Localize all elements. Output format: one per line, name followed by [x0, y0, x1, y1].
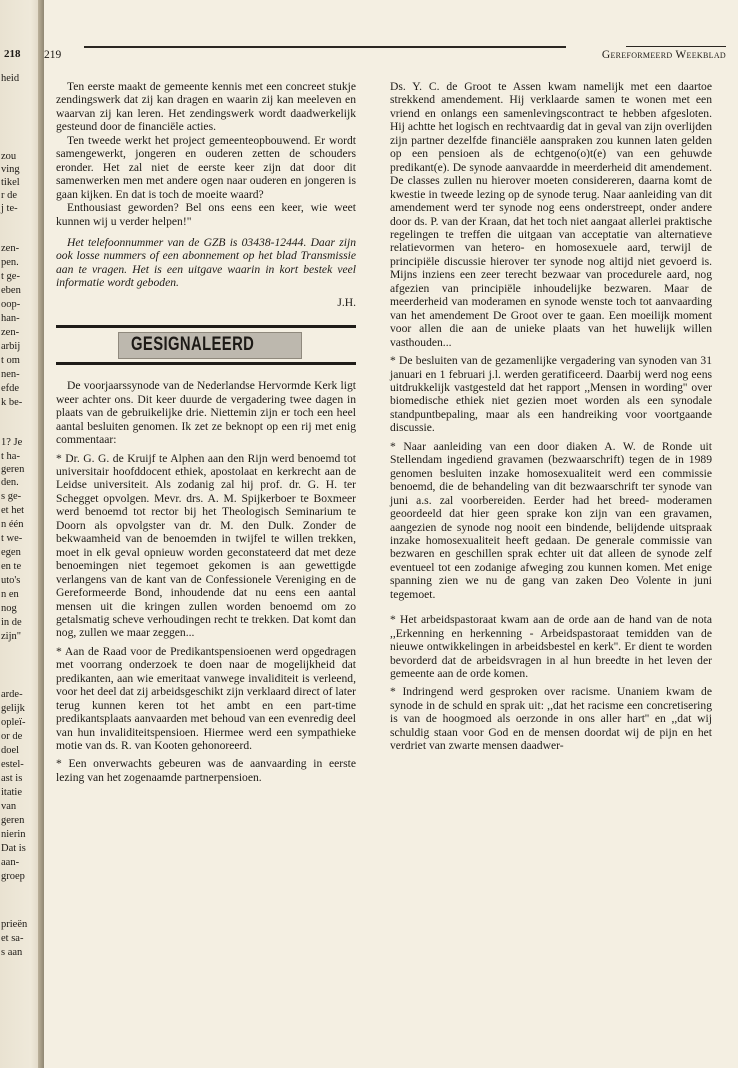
- previous-page-fragment: t om: [1, 355, 20, 366]
- previous-page-fragment: van: [1, 801, 17, 812]
- previous-page-fragment: den.: [1, 477, 19, 488]
- previous-page-fragment: Dat is: [1, 843, 26, 854]
- previous-page-fragment: arde-: [1, 689, 23, 700]
- previous-page-fragment: in de: [1, 617, 22, 628]
- previous-page-fragment: nen-: [1, 369, 20, 380]
- section-heading-box: [118, 332, 302, 359]
- previous-page-fragment: zou: [1, 151, 17, 162]
- previous-page-fragment: j te-: [1, 203, 18, 214]
- previous-page-fragment: zijn": [1, 631, 22, 642]
- list-item: * Een onverwachts gebeuren was de aanvaarding in eerste lezing van het zogenaamde partnerpensioen.: [56, 757, 356, 784]
- previous-page-fragment: n één: [1, 519, 24, 530]
- list-item: * Het arbeidspastoraat kwam aan de orde aan de hand van de nota ,,Erkenning en herkenning - Arbeidspastoraat temidden van de nieuwe ontwikkelingen in arbeidsbestel en kerk''. Er dient te worden bevorderd dat de arbeidsvragen in al hun breedte in het leven der gemeente aan de orde komen.: [390, 613, 712, 681]
- previous-page-fragment: t ha-: [1, 451, 20, 462]
- previous-page-fragment: uto's: [1, 575, 21, 586]
- previous-page-fragment: r de: [1, 190, 18, 201]
- list-item: * Aan de Raad voor de Predikantspensioenen werd opgedragen met voorrang onderzoek te doen naar de mogelijkheid dat predikanten, aan wie emeritaat vanwege invaliditeit is verleend, voor het deel dat zij arbeidsgeschikt zijn verklaard direct of later terug kunnen keren tot het ambt en een part-time predikantsplaats aanvaarden met behoud van een evenredig deel van hun invaliditeitspensioen. Hiermee werd een sympathieke motie van ds. R. van Kooten gehonoreerd.: [56, 644, 356, 753]
- previous-page-fragment: t ge-: [1, 271, 20, 282]
- previous-page-fragment: arbij: [1, 341, 21, 352]
- previous-page-fragment: t we-: [1, 533, 23, 544]
- section-heading: GESIGNALEERD: [131, 333, 255, 355]
- signature: J.H.: [337, 295, 356, 309]
- previous-page-fragment: nog: [1, 603, 17, 614]
- list-item: * Dr. G. G. de Kruijf te Alphen aan den Rijn werd benoemd tot universitair hoofddocent ethiek, apostolaat en kerkrecht aan de Leidse universiteit. Als zodanig zal hij prof. dr. G. H. ter Schegget opvolgen. Mevr. drs. A. M. Spijkerboer te Boxmeer werd benoemd tot rector bij het Theologisch Seminarium te Doorn als opvolgster van dr. M. den Dulk. Zonder de bekwaamheid van de benoemden in twijfel te willen trekken, moet in elk geval opnieuw worden geconstateerd dat met deze benoemingen niet tegemoet gekomen is aan gewettigde verlangens van de kant van de Confessionele Vereniging en de Gereformeerde Bond, inhoudende dat nu eens een aantal mensen uit die kringen zullen worden benoemd om zo getalsmatig scheve verhoudingen recht te trekken. Dat komt dan nog, zullen we maar zeggen...: [56, 451, 356, 640]
- previous-page-fragment: ast is: [1, 773, 23, 784]
- previous-page-fragment: n en: [1, 589, 19, 600]
- previous-page-fragment: et sa-: [1, 933, 24, 944]
- previous-page-fragment: k be-: [1, 397, 23, 408]
- page-header: [44, 46, 726, 64]
- previous-page-fragment: geren: [1, 464, 25, 475]
- previous-page-fragment: 1? Je: [1, 437, 23, 448]
- publication-title: Gereformeerd Weekblad: [601, 49, 726, 61]
- list-item: Ds. Y. C. de Groot te Assen kwam namelijk met een daartoe strekkend amendement. Hij verklaarde samen te wonen met een vriend en onlangs een samenlevingscontract te hebben afgesloten. Hij achtte het logisch en rechtvaardig dat in geval van zijn overlijden zijn partner dezelfde financiële aanspraken zou kunnen laten gelden op een pensioen als de echtgeno(o)t(e) van een gehuwde predikant(e). De synode aanvaardde in meerderheid dit amendement. De classes zullen nu hierover moeten considereren, daarna komt de kwestie in tweede lezing op de synode terug. Naar aanleiding van dit amendement werd ter synode nog eens onderstreept, onder andere door ds. P. van der Kraan, dat het toch niet aangaat allerlei praktische regelingen te treffen die uitgaan van acceptatie van alternatieve relatievormen van hetero- en homosexuele aard, terwijl de principiële discussie hierover ter synode nog altijd niet gevoerd is. Mijns inziens een zeer terecht bezwaar van procedurele aard, nog afgezien van principiële inhoudelijke bezwaren. Maar de meerderheid van moderamen en synode wenste toch tot aanvaarding van het amendement De Groot over te gaan. Een moeilijk moment voor allen die aan de unieke plaats van het huwelijk willen vasthouden...: [390, 80, 712, 349]
- italic-note: Het telefoonnummer van de GZB is 03438-12444. Daar zijn ook losse nummers of een abonnement op het blad Transmissie aan te vragen. Het is een uitgave waarin in kort bestek veel informatie wordt geboden.: [56, 235, 356, 290]
- previous-page-fragment: han-: [1, 313, 20, 324]
- previous-page-fragment: prieën: [1, 919, 28, 930]
- header-rule-right: [626, 46, 726, 47]
- intro-paragraph: Enthousiast geworden? Bel ons eens een keer, wie weet kunnen wij u verder helpen!": [56, 201, 356, 228]
- previous-page-fragment: s ge-: [1, 491, 22, 502]
- previous-page-fragment: aan-: [1, 857, 20, 868]
- previous-page-fragment: en te: [1, 561, 22, 572]
- previous-page-fragment: groep: [1, 871, 25, 882]
- previous-page-fragment: eben: [1, 285, 21, 296]
- left-column: [56, 80, 356, 784]
- page: [44, 0, 738, 1068]
- previous-page-fragment: gelijk: [1, 703, 25, 714]
- section-banner: [56, 325, 356, 365]
- previous-page-fragment: doel: [1, 745, 20, 756]
- header-rule: [84, 46, 566, 48]
- previous-page-number: 218: [4, 48, 21, 60]
- previous-page-fragment: s aan: [1, 947, 23, 958]
- intro-paragraph: Ten tweede werkt het project gemeenteopbouwend. Er wordt samengewerkt, jongeren en ouderen zetten de schouders eronder. Het zal niet de eerste keer zijn dat door dit samenwerken men met andere ogen naar ouderen en jongeren is gaan kijken. En dat is toch de moeite waard?: [56, 133, 356, 201]
- previous-page-fragment: egen: [1, 547, 21, 558]
- previous-page-fragment: estel-: [1, 759, 24, 770]
- list-item: * Naar aanleiding van een door diaken A. W. de Ronde uit Stellendam ingediend gravamen (bezwaarschrift) tegen de in 1989 genomen besluiten inzake homosexualiteit werd een commissie benoemd, die de behandeling van dit bezwaarschrift ter synode van juni a.s. zal voorbereiden. Eerder had het breed- moderamen geoordeeld dat hier geen sprake kon zijn van een gravamen, aangezien de synode nog nooit een bindende, belijdende uitspraak inzake homosexualiteit heeft gedaan. De generale commissie van bezwaren en geschillen sprak echter uit dat alleen de synode zelf eventueel tot een zodanige afweging zou kunnen komen. Met enige spanning zien we nu de gang van zaken Deo Volente in juni tegemoet.: [390, 439, 712, 601]
- list-item: * De besluiten van de gezamenlijke vergadering van synoden van 31 januari en 1 februari j.l. werden geratificeerd. Daarbij werd nog eens uitdrukkelijk vastgesteld dat het rapport ,,Mensen in wording'' over biomedische ethiek niet gezien moet worden als een synodale standpuntbepaling, maar als een handreiking voor voortgaande discussie.: [390, 354, 712, 435]
- list-item: * Indringend werd gesproken over racisme. Unaniem kwam de synode in de schuld en sprak uit: ,,dat het racisme een concretisering is van de hoogmoed als oerzonde in ons aller hart'' en ,,dat wij schuldig staan voor God en de mensen doordat wij de pijn en het verdriet van zwarte mensen daadwer-: [390, 685, 712, 753]
- previous-page-fragment: or de: [1, 731, 23, 742]
- section-intro: De voorjaarssynode van de Nederlandse Hervormde Kerk ligt weer achter ons. Dit keer duurde de vergadering twee dagen in plaats van de gebruikelijke drie. Niettemin zijn er toch een heel aantal besluiten genomen. Ik zet ze beknopt op een rij met enig commentaar:: [56, 379, 356, 447]
- previous-page-fragment: et het: [1, 505, 25, 516]
- previous-page-fragment: geren: [1, 815, 25, 826]
- previous-page-fragment: zen-: [1, 243, 20, 254]
- previous-page-fragment: ving: [1, 164, 20, 175]
- previous-page-fragment: itatie: [1, 787, 22, 798]
- previous-page-fragment: tikel: [1, 177, 20, 188]
- previous-page-fragment: opleï-: [1, 717, 26, 728]
- previous-page-fragment: pen.: [1, 257, 19, 268]
- right-column: [390, 80, 712, 753]
- previous-page-fragment: oop-: [1, 299, 21, 310]
- previous-page-strip: [0, 0, 44, 1068]
- page-number: 219: [44, 49, 62, 61]
- previous-page-fragment: heid: [1, 73, 20, 84]
- previous-page-fragment: zen-: [1, 327, 20, 338]
- intro-paragraph: Ten eerste maakt de gemeente kennis met een concreet stukje zendingswerk dat zij kan dragen en waarin zij kan meeleven en waarvan zij kan leren. Het zendingswerk wordt daadwerkelijk gesteund door de financiële acties.: [56, 80, 356, 134]
- previous-page-fragment: nierin: [1, 829, 26, 840]
- previous-page-fragment: efde: [1, 383, 20, 394]
